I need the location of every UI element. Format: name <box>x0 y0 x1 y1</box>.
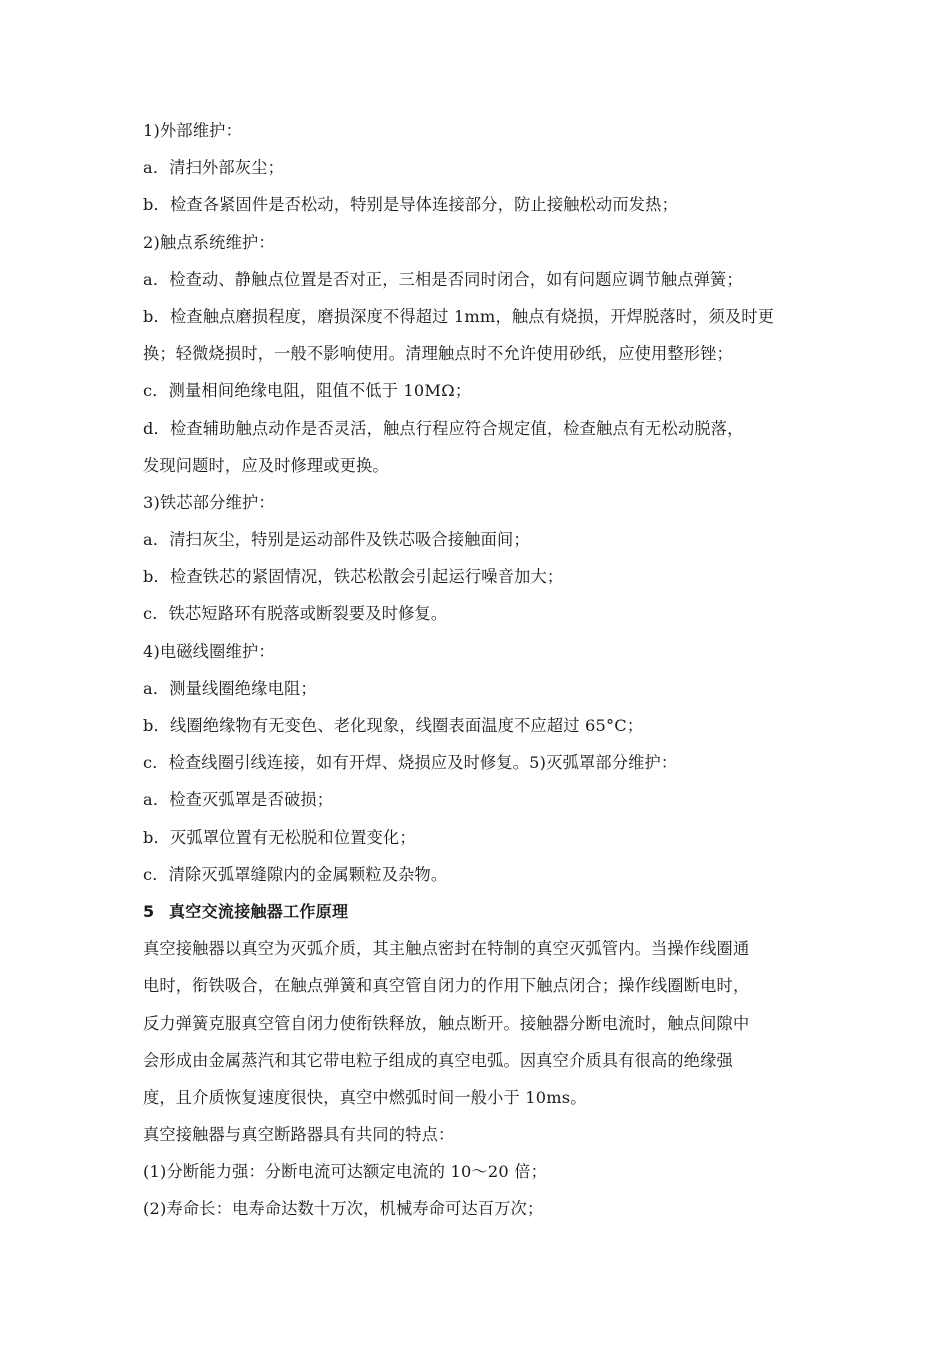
text-line: a．清扫外部灰尘； <box>143 158 284 178</box>
text-line: a．检查动、静触点位置是否对正，三相是否同时闭合，如有问题应调节触点弹簧； <box>143 269 743 289</box>
section-heading <box>143 893 855 930</box>
body-line: 电时，衔铁吸合，在触点弹簧和真空管自闭力的作用下触点闭合；操作线圈断电时， <box>143 976 750 996</box>
text-line: c．检查线圈引线连接，如有开焊、烧损应及时修复。5)灭弧罩部分维护： <box>143 753 678 773</box>
text-line: b．检查铁芯的紧固情况，铁芯松散会引起运行噪音加大； <box>143 567 564 587</box>
text-line: 3)铁芯部分维护： <box>143 492 275 512</box>
text-line: b．线圈绝缘物有无变色、老化现象，线圈表面温度不应超过 65°C； <box>143 716 644 735</box>
text-line: 换；轻微烧损时，一般不影响使用。清理触点时不允许使用砂纸，应使用整形锉； <box>143 344 733 364</box>
text-line: a．测量线圈绝缘电阻； <box>143 678 317 698</box>
document-page <box>143 112 855 1228</box>
body-line: 真空接触器以真空为灭弧介质，其主触点密封在特制的真空灭弧管内。当操作线圈通 <box>143 939 750 959</box>
text-line: 1)外部维护： <box>143 121 242 140</box>
text-line: a．清扫灰尘，特别是运动部件及铁芯吸合接触面间； <box>143 530 530 550</box>
text-line: a．检查灭弧罩是否破损； <box>143 790 334 810</box>
text-line: b．检查触点磨损程度，磨损深度不得超过 1mm，触点有烧损，开焊脱落时，须及时更 <box>143 306 775 326</box>
body-line: 反力弹簧克服真空管自闭力使衔铁释放，触点断开。接触器分断电流时，触点间隙中 <box>143 1013 750 1033</box>
body-line: 真空接触器与真空断路器具有共同的特点： <box>143 1125 455 1145</box>
text-line: c．测量相间绝缘电阻，阻值不低于 10MΩ； <box>143 381 472 401</box>
text-line: 4)电磁线圈维护： <box>143 641 275 661</box>
text-line: c．清除灭弧罩缝隙内的金属颗粒及杂物。 <box>143 864 448 884</box>
text-line: b．灭弧罩位置有无松脱和位置变化； <box>143 827 416 847</box>
section-title: 真空交流接触器工作原理 <box>169 901 349 921</box>
body-line: 会形成由金属蒸汽和其它带电粒子组成的真空电弧。因真空介质具有很高的绝缘强 <box>143 1050 733 1070</box>
text-line: 2)触点系统维护： <box>143 232 275 252</box>
text-line: d．检查辅助触点动作是否灵活，触点行程应符合规定值，检查触点有无松动脱落， <box>143 418 744 438</box>
section-number: 5 <box>143 901 155 921</box>
text-line: c．铁芯短路环有脱落或断裂要及时修复。 <box>143 604 448 624</box>
text-line: b．检查各紧固件是否松动，特别是导体连接部分，防止接触松动而发热； <box>143 195 678 215</box>
body-line: (2)寿命长：电寿命达数十万次，机械寿命可达百万次； <box>143 1199 544 1219</box>
text-line: 发现问题时，应及时修理或更换。 <box>143 455 389 475</box>
body-line: (1)分断能力强：分断电流可达额定电流的 10～20 倍； <box>143 1162 547 1182</box>
body-line: 度，且介质恢复速度很快，真空中燃弧时间一般小于 10ms。 <box>143 1087 587 1107</box>
